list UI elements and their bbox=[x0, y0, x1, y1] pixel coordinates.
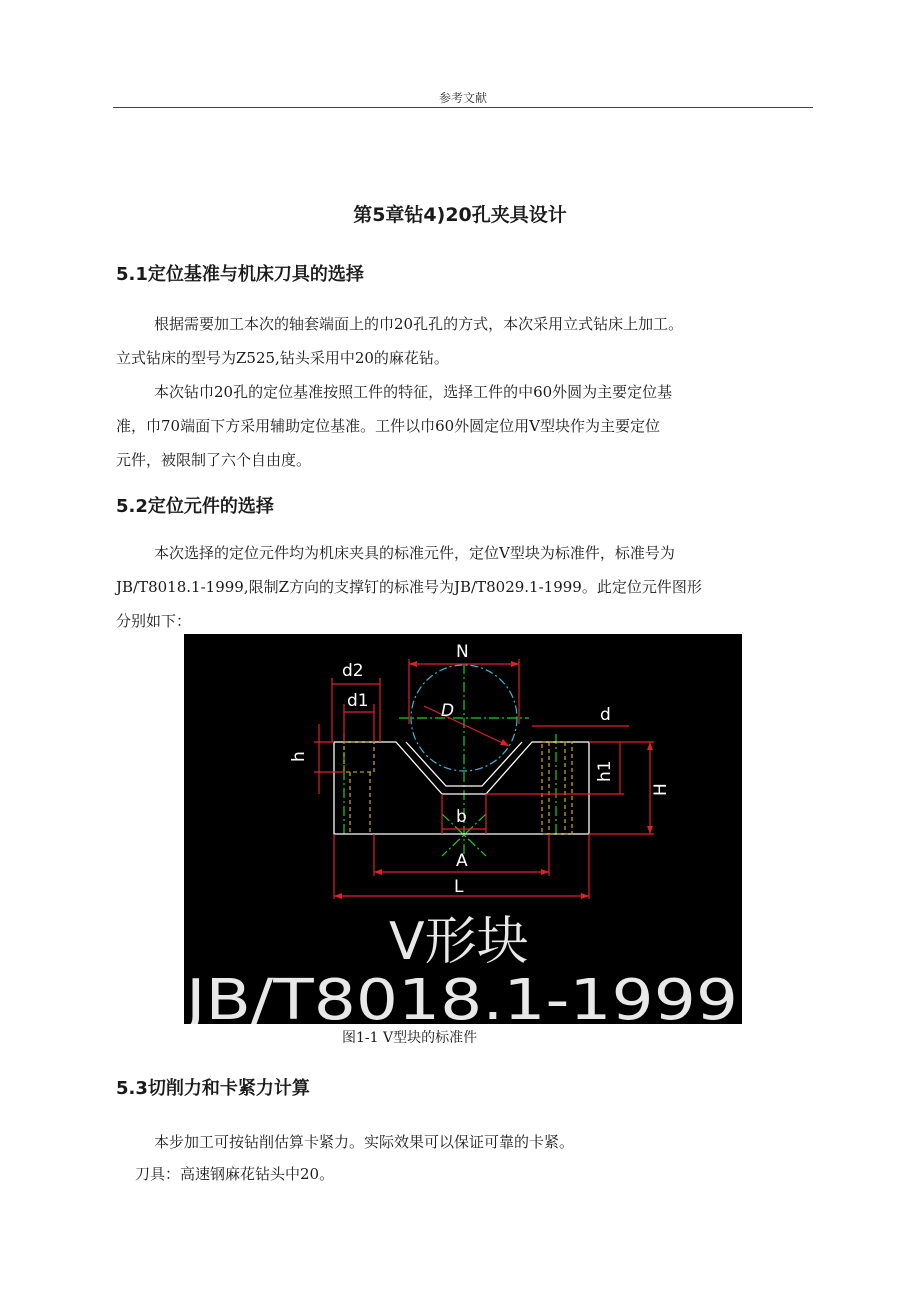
figure-title: V形块 bbox=[389, 912, 529, 972]
paragraph-line: 本次选择的定位元件均为机床夹具的标准元件，定位V型块为标准件，标准号为 bbox=[154, 544, 675, 562]
paragraph-line: 元件，被限制了六个自由度。 bbox=[116, 451, 312, 469]
label-A: A bbox=[456, 851, 468, 871]
label-d: d bbox=[600, 705, 611, 725]
left-counterbore bbox=[344, 742, 374, 772]
figure-caption: 图1-1 V型块的标准件 bbox=[342, 1030, 478, 1046]
label-H: H bbox=[651, 783, 671, 796]
paragraph-line: JB/T8018.1-1999,限制Z方向的支撑钉的标准号为JB/T8029.1-1999。此定位元件图形 bbox=[116, 578, 702, 596]
section-5-3-line-1: 本步加工可按钻削估算卡紧力。实际效果可以保证可靠的卡紧。 bbox=[154, 1133, 575, 1151]
section-5-3-line-2: 刀具：高速钢麻花钻头中20。 bbox=[135, 1165, 335, 1183]
label-d1: d1 bbox=[347, 691, 369, 711]
arrow bbox=[581, 893, 589, 899]
arrow bbox=[409, 661, 417, 667]
v-block-drawing bbox=[184, 634, 742, 1024]
arrow bbox=[541, 869, 549, 875]
section-5-3-title: 5.3切削力和卡紧力计算 bbox=[116, 1078, 310, 1099]
label-d2: d2 bbox=[342, 661, 364, 681]
paragraph-line: 准，巾70端面下方采用辅助定位基准。工件以巾60外圆定位用V型块作为主要定位 bbox=[116, 417, 661, 435]
section-5-2-title: 5.2定位元件的选择 bbox=[116, 496, 274, 517]
v-block-svg bbox=[184, 634, 742, 1024]
right-hole bbox=[542, 742, 572, 834]
arrow bbox=[374, 869, 382, 875]
figure-standard-number: JB/T8018.1-1999 bbox=[184, 968, 738, 1024]
chapter-title: 第5章钻4)20孔夹具设计 bbox=[353, 204, 567, 226]
paragraph-line: 本次钻巾20孔的定位基准按照工件的特征，选择工件的中60外圆为主要定位基 bbox=[154, 383, 673, 401]
paragraph-line: 立式钻床的型号为Z525,钻头采用中20的麻花钻。 bbox=[116, 349, 449, 367]
section-5-1-title: 5.1定位基准与机床刀具的选择 bbox=[116, 264, 364, 285]
arrow bbox=[511, 661, 519, 667]
label-L: L bbox=[454, 877, 464, 897]
section-5-1-text bbox=[116, 307, 756, 477]
section-5-2-text bbox=[116, 536, 756, 638]
label-N: N bbox=[456, 642, 469, 662]
label-h1: h1 bbox=[595, 760, 615, 782]
arrow bbox=[647, 742, 653, 750]
paragraph-line: 根据需要加工本次的轴套端面上的巾20孔孔的方式，本次采用立式钻床上加工。 bbox=[154, 315, 684, 333]
arrow bbox=[334, 893, 342, 899]
page-header: 参考文献 bbox=[113, 90, 813, 108]
label-D: D bbox=[441, 701, 455, 721]
arrow bbox=[500, 739, 509, 746]
paragraph-line: 分别如下： bbox=[116, 612, 192, 630]
label-b: b bbox=[456, 807, 467, 827]
label-h: h bbox=[289, 751, 309, 762]
dim-D-line bbox=[424, 706, 509, 746]
arrow bbox=[647, 826, 653, 834]
